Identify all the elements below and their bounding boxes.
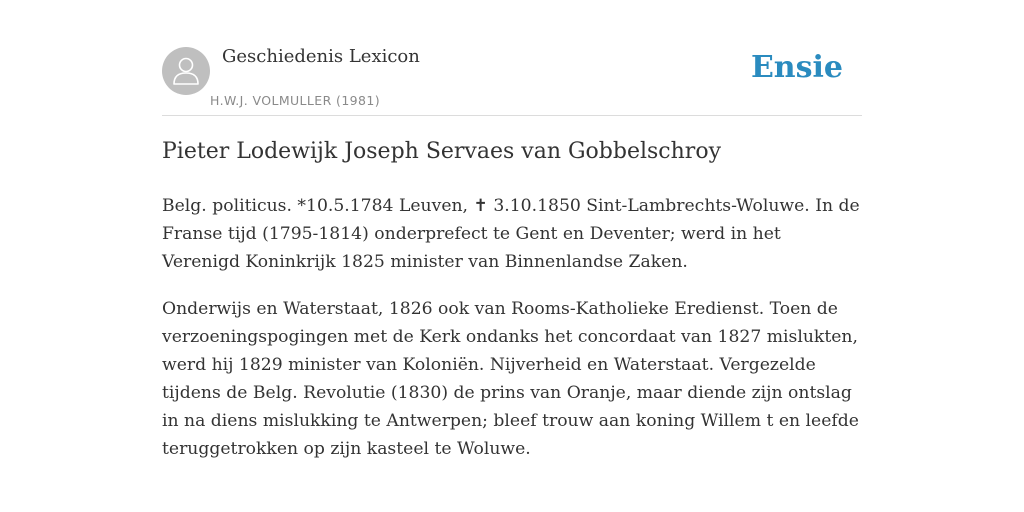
page-title: Pieter Lodewijk Joseph Servaes van Gobbelschroy — [162, 139, 721, 164]
author-credit: H.W.J. VOLMULLER (1981) — [210, 93, 381, 108]
user-icon — [172, 56, 200, 86]
source-header — [162, 46, 862, 116]
article-paragraph-2: Onderwijs en Waterstaat, 1826 ook van Rooms-Katholieke Eredienst. Toen de verzoeningspogingen met de Kerk ondanks het concordaat van 1827 mislukten, werd hij 1829 minister van Koloniën. Nijverheid en Waterstaat. Vergezelde tijdens de Belg. Revolutie (1830) de prins van Oranje, maar diende zijn ontslag in na diens mislukking te Antwerpen; bleef trouw aan koning Willem t en leefde teruggetrokken op zijn kasteel te Woluwe. — [162, 299, 859, 459]
brand-logo[interactable]: Ensie — [750, 50, 843, 85]
avatar[interactable] — [162, 47, 210, 95]
article-paragraph-1: Belg. politicus. *10.5.1784 Leuven, ✝ 3.10.1850 Sint-Lambrechts-Woluwe. In de Franse tijd (1795-1814) onderprefect te Gent en Deventer; werd in het Verenigd Koninkrijk 1825 minister van Binnenlandse Zaken. — [162, 196, 860, 272]
source-title[interactable]: Geschiedenis Lexicon — [222, 46, 420, 67]
